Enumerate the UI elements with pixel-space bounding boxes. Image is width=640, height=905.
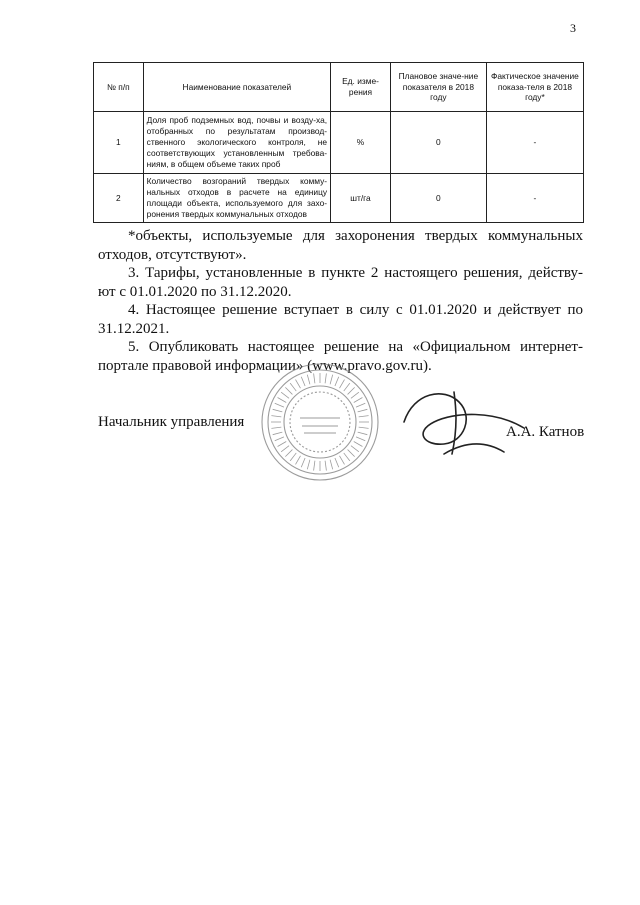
row-number: 1 <box>94 112 144 174</box>
official-seal-stamp <box>258 360 382 484</box>
header-indicator-name: Наименование показателей <box>143 63 330 112</box>
row-number: 2 <box>94 174 144 223</box>
paragraph-3: 3. Тарифы, установленные в пункте 2 настоящего решения, действу-ют с 01.01.2020 по 31.12.2020. <box>98 265 583 300</box>
row-unit: шт/га <box>331 174 391 223</box>
page-number: 3 <box>570 21 576 35</box>
header-actual-value: Фактическое значение показа-теля в 2018 году* <box>486 63 583 112</box>
row-actual-value: - <box>486 174 583 223</box>
table-row <box>94 112 584 174</box>
paragraph-5: 5. Опубликовать настоящее решение на «Официальном интернет-портале правовой информации» (www.pravo.gov.ru). <box>98 339 583 374</box>
signer-position: Начальник управления <box>98 414 245 430</box>
footnote: *объекты, используемые для захоронения твердых коммунальных отходов, отсутствуют». <box>98 228 583 263</box>
paragraph-4: 4. Настоящее решение вступает в силу с 01.01.2020 и действует по 31.12.2021. <box>98 302 583 337</box>
header-planned-value: Плановое значе-ние показателя в 2018 году <box>390 63 486 112</box>
signer-name: А.А. Катнов <box>506 424 585 440</box>
row-indicator-name: Доля проб подземных вод, почвы и возду-ха, отобранных по результатам производ-ственного экологического контроля, не соответствующих установленным требова-ниям, в общем объеме таких проб <box>143 112 330 174</box>
body-text <box>98 227 583 375</box>
handwritten-signature <box>384 382 534 462</box>
header-unit: Ед. изме-рения <box>331 63 391 112</box>
row-planned-value: 0 <box>390 174 486 223</box>
row-planned-value: 0 <box>390 112 486 174</box>
header-number: № п/п <box>94 63 144 112</box>
row-actual-value: - <box>486 112 583 174</box>
row-unit: % <box>331 112 391 174</box>
indicators-table <box>93 62 584 223</box>
table-row <box>94 174 584 223</box>
table-header-row <box>94 63 584 112</box>
row-indicator-name: Количество возгораний твердых комму-нальных отходов в расчете на единицу площади объекта, используемого для захо-ронения твердых коммунальных отходов <box>143 174 330 223</box>
